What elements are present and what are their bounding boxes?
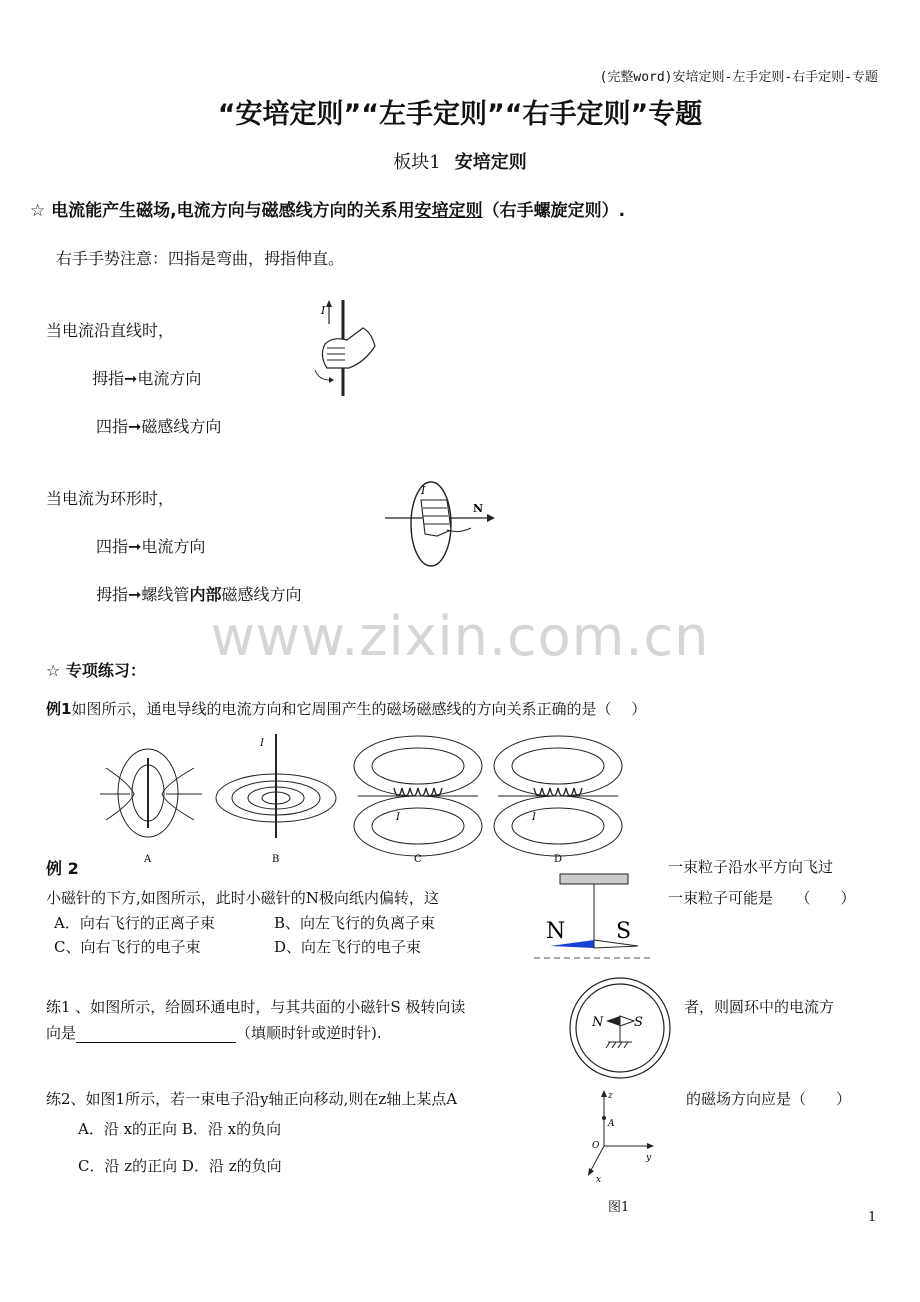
example-2-text-line-2: 小磁针的下方,如图所示，此时小磁针的N极向纸内偏转，这 [46, 889, 439, 907]
arrow-icon: ➞ [128, 537, 142, 556]
example-2-option-a: A．向右飞行的正离子束 [54, 914, 215, 932]
svg-text:O: O [592, 1141, 600, 1151]
page-title: “安培定则”“左手定则”“右手定则”专题 [217, 99, 703, 130]
svg-text:C: C [414, 854, 422, 865]
figure-d [494, 736, 622, 865]
straight-heading: 当电流沿直线时， [46, 321, 175, 340]
ring-line-1: 四指➞电流方向 [96, 537, 206, 556]
gesture-note: 右手手势注意：四指是弯曲，拇指伸直。 [56, 249, 345, 268]
practice-1-text-line-2: 向是 （填顺时针或逆时针). [46, 1024, 382, 1042]
svg-text:S: S [616, 919, 632, 944]
svg-text:I: I [396, 812, 400, 823]
practice-1-text-b: 者，则圆环中的电流方 [684, 998, 835, 1016]
svg-text:D: D [554, 854, 563, 865]
arrow-icon: ➞ [128, 585, 142, 604]
answer-blank[interactable] [76, 1028, 236, 1043]
section-name: 安培定则 [454, 152, 527, 173]
practice-2-options-cd: C．沿 z的正向 D．沿 z的负向 [78, 1157, 282, 1175]
straight-line-2: 四指➞磁感线方向 [96, 417, 222, 436]
watermark: www.zixin.com.cn [210, 605, 710, 668]
current-label: I [321, 304, 326, 317]
section-heading [0, 148, 920, 174]
arrow-icon: ➞ [128, 417, 142, 436]
svg-text:x: x [596, 1175, 602, 1185]
svg-text:z: z [608, 1091, 613, 1101]
svg-text:A: A [144, 854, 152, 865]
example-1-figures [100, 728, 660, 868]
north-label: N [473, 502, 484, 515]
arrow-icon: ➞ [124, 369, 138, 388]
svg-text:N: N [592, 1015, 604, 1030]
example-2-label: 例 2 [46, 859, 79, 878]
rule-statement [30, 196, 625, 221]
example-2-option-c: C、向右飞行的电子束 [54, 938, 201, 956]
page-header: (完整word)安培定则-左手定则-右手定则-专题 [599, 70, 878, 85]
ring-line-2: 拇指➞螺线管内部磁感线方向 [96, 585, 302, 604]
ring-current-hand-figure [385, 478, 500, 570]
practice-1-text-a: 练1 、如图所示，给圆环通电时，与其共面的小磁针S 极转向读 [46, 998, 466, 1016]
straight-line-1: 拇指➞电流方向 [92, 369, 202, 388]
axes-figure [582, 1086, 662, 1186]
svg-text:A: A [608, 1119, 615, 1129]
practice-2-options-ab: A．沿 x的正向 B．沿 x的负向 [78, 1120, 282, 1138]
svg-text:I: I [532, 812, 536, 823]
svg-text:N: N [546, 919, 566, 944]
example-2-option-b: B、向左飞行的负离子束 [274, 914, 436, 932]
practice-2-text-b: 的磁场方向应是（ ） [686, 1090, 852, 1108]
example-2-option-d: D、向左飞行的电子束 [274, 938, 422, 956]
example-1-question: 例1如图所示，通电导线的电流方向和它周围产生的磁场磁感线的方向关系正确的是（ ） [46, 700, 647, 718]
figure-caption: 图1 [608, 1200, 630, 1215]
practice-heading: ☆ 专项练习： [46, 661, 146, 680]
figure-c [354, 736, 482, 865]
rule-text-after: （右手螺旋定则）. [482, 201, 626, 221]
section-label: 板块1 [393, 152, 441, 173]
rule-text: 电流能产生磁场,电流方向与磁感线方向的关系用 [51, 201, 415, 221]
page-number: 1 [868, 1210, 877, 1225]
straight-wire-hand-figure [305, 298, 385, 398]
figure-b [216, 734, 336, 865]
example-2-text-right-1: 一束粒子沿水平方向飞过 [668, 858, 834, 876]
practice-2-text-a: 练2、如图1所示，若一束电子沿y轴正向移动,则在z轴上某点A [46, 1090, 458, 1108]
ring-heading: 当电流为环形时， [46, 489, 175, 508]
svg-text:y: y [646, 1153, 652, 1163]
example-2-text-right-2: 一束粒子可能是 （ ） [668, 889, 856, 907]
svg-text:S: S [634, 1015, 643, 1030]
svg-text:I: I [260, 738, 264, 749]
ring-compass-figure [568, 976, 672, 1080]
current-label: I [421, 484, 426, 497]
figure-a [100, 749, 202, 865]
compass-needle-figure [530, 872, 658, 962]
rule-highlight: 安培定则 [414, 201, 483, 221]
star-icon: ☆ [30, 201, 46, 221]
svg-text:B: B [272, 854, 280, 865]
